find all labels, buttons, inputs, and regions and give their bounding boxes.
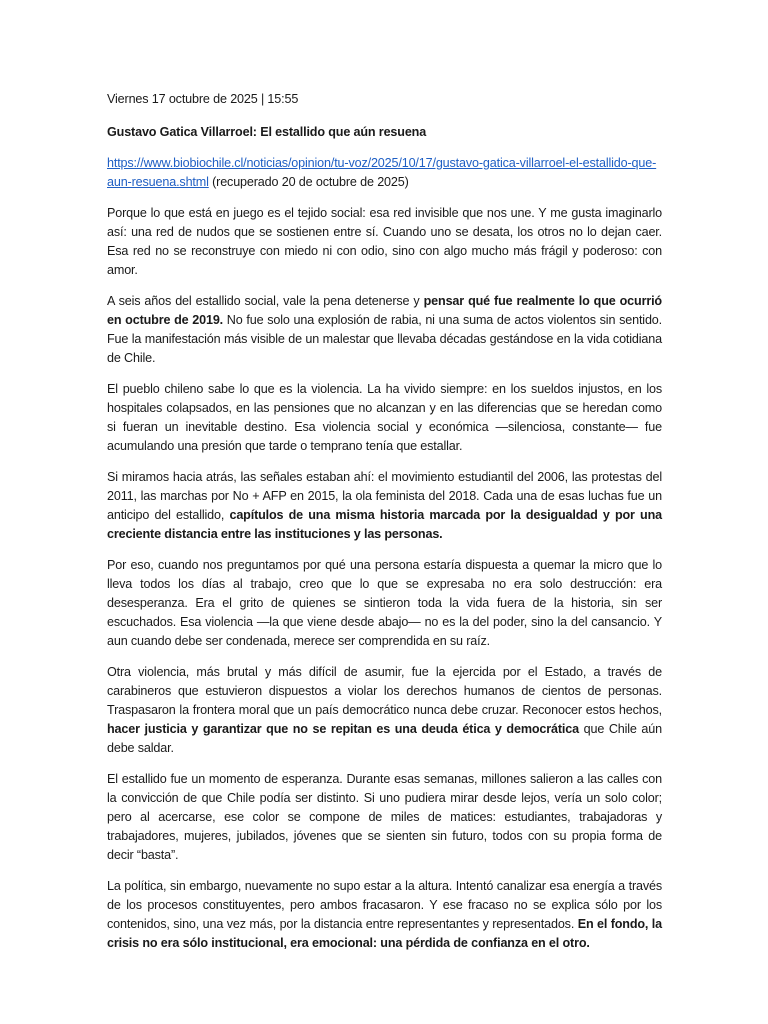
dateline: Viernes 17 octubre de 2025 | 15:55 [107, 92, 299, 106]
paragraph-6-text-a: Otra violencia, más brutal y más difícil de asumir, fue la ejercida por el Estado, a través de carabineros que estuvieron dispuestos a violar los derechos humanos de cientos de personas. Traspasaron la frontera moral que un país democrático nunca debe cruzar. Reconocer estos hechos, [107, 665, 662, 717]
paragraph-6-bold: hacer justicia y garantizar que no se repitan es una deuda ética y democrática [107, 722, 579, 736]
paragraph-1: Porque lo que está en juego es el tejido social: esa red invisible que nos une. Y me gusta imaginarlo así: una red de nudos que se sostienen entre sí. Cuando uno se desata, los otros no lo dejan caer. Esa red no se reconstruye con miedo ni con odio, sino con algo mucho más frágil y poderoso: con amor. [107, 206, 662, 277]
retrieved-note: (recuperado 20 de octubre de 2025) [208, 175, 409, 189]
paragraph-2-text-a: A seis años del estallido social, vale la pena detenerse y [107, 294, 424, 308]
source-link[interactable]: https://www.biobiochile.cl/noticias/opinion/tu-voz/2025/10/17/gustavo-gatica-villarroel-el-estallido-que-aun-resuena.shtml [107, 156, 657, 189]
paragraph-6-text-c: que Chile aún debe saldar. [107, 722, 662, 755]
paragraph-2-text-c: No fue solo una explosión de rabia, ni una suma de actos violentos sin sentido. Fue la manifestación más visible de un malestar que llevaba décadas gestándose en la vida cotidiana de Chile. [107, 313, 662, 365]
paragraph-8-bold: En el fondo, la crisis no era sólo institucional, era emocional: una pérdida de confianza en el otro. [107, 917, 663, 950]
paragraph-4 [107, 468, 662, 544]
paragraph-6 [107, 663, 662, 758]
paragraph-3: El pueblo chileno sabe lo que es la violencia. La ha vivido siempre: en los sueldos injustos, en los hospitales colapsados, en las pensiones que no alcanzan y en las diferencias que se heredan como si fueran un inevitable destino. Esa violencia social y económica —silenciosa, constante— fue acumulando una presión que tarde o temprano tenía que estallar. [107, 382, 662, 453]
paragraph-8-text-a: La política, sin embargo, nuevamente no supo estar a la altura. Intentó canalizar esa energía a través de los procesos constituyentes, pero ambos fracasaron. Y ese fracaso no se explica sólo por los contenidos, sino, una vez más, por la distancia entre representantes y representados. [107, 879, 662, 931]
paragraph-2 [107, 292, 662, 368]
paragraph-7: El estallido fue un momento de esperanza. Durante esas semanas, millones salieron a las calles con la convicción de que Chile podía ser distinto. Si uno pudiera mirar desde lejos, vería un solo color; pero al acercarse, ese color se compone de miles de matices: estudiantes, trabajadoras y trabajadores, mujeres, jubilados, jóvenes que se sienten sin futuro, todos con su propia forma de decir “basta”. [107, 772, 662, 862]
paragraph-8 [107, 877, 662, 953]
paragraph-4-bold: capítulos de una misma historia marcada por la desigualdad y por una creciente distancia entre las instituciones y las personas. [107, 508, 662, 541]
paragraph-2-bold: pensar qué fue realmente lo que ocurrió en octubre de 2019. [107, 294, 662, 327]
paragraph-4-text-a: Si miramos hacia atrás, las señales estaban ahí: el movimiento estudiantil del 2006, las protestas del 2011, las marchas por No + AFP en 2015, la ola feminista del 2018. Cada una de esas luchas fue un anticipo del estallido, [107, 470, 662, 522]
source-citation [107, 154, 662, 192]
article-title: Gustavo Gatica Villarroel: El estallido que aún resuena [107, 125, 427, 139]
document-page [107, 90, 662, 965]
paragraph-5: Por eso, cuando nos preguntamos por qué una persona estaría dispuesta a quemar la micro que lo lleva todos los días al trabajo, creo que lo que se expresaba no era solo destrucción: era desesperanza. Era el grito de quienes se sintieron toda la vida fuera de la historia, sin ser escuchados. Esa violencia —la que viene desde abajo— no es la del poder, sino la del cansancio. Y aun cuando debe ser condenada, merece ser comprendida en su raíz. [107, 558, 662, 648]
